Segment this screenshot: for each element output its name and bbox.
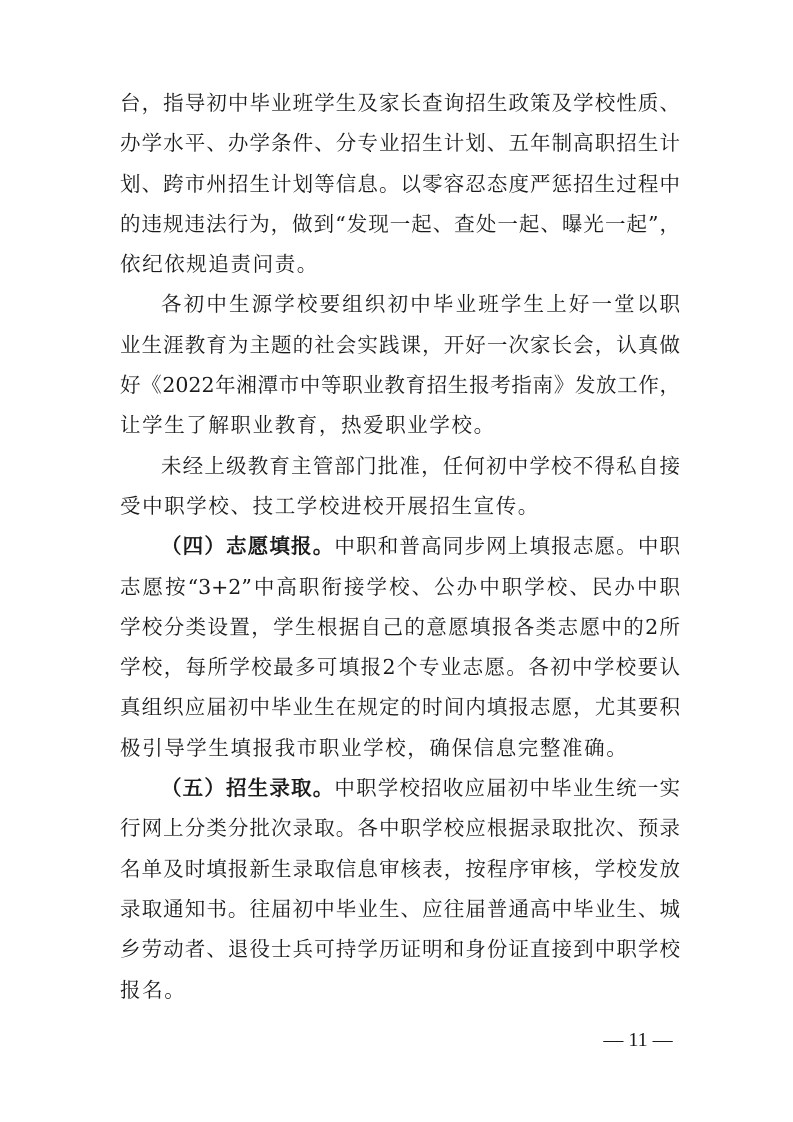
paragraph-line: 极引导学生填报我市职业学校，确保信息完整准确。: [120, 735, 629, 760]
section-five-first-line: [120, 768, 680, 808]
paragraph-line: 让学生了解职业教育，热爱职业学校。: [120, 413, 496, 438]
paragraph-text: 中职学校招收应届初中毕业生统一实: [334, 776, 681, 801]
paragraph-line: 名单及时填报新生录取信息审核表，按程序审核，学校发放: [120, 856, 680, 881]
paragraph-line: 办学水平、办学条件、分专业招生计划、五年制高职招生计: [120, 131, 680, 156]
paragraph-line: 行网上分类分批次录取。各中职学校应根据录取批次、预录: [120, 816, 680, 841]
paragraph-line: 受中职学校、技工学校进校开展招生宣传。: [120, 493, 540, 518]
document-body: [120, 83, 680, 1010]
paragraph-line: 未经上级教育主管部门批准，任何初中学校不得私自接: [161, 453, 680, 478]
section-four-first-line: [120, 526, 680, 566]
paragraph-line: 依纪依规追责问责。: [120, 252, 319, 277]
paragraph-line: 真组织应届初中毕业生在规定的时间内填报志愿，尤其要积: [120, 695, 680, 720]
paragraph-line: 台，指导初中毕业班学生及家长查询招生政策及学校性质、: [120, 91, 680, 115]
paragraph-line: 好《2022年湘潭市中等职业教育招生报考指南》发放工作，: [120, 373, 680, 398]
paragraph-line: 学校分类设置，学生根据自己的意愿填报各类志愿中的2所: [120, 614, 680, 639]
section-four-heading: （四）志愿填报。: [161, 534, 335, 559]
paragraph-line: 划、跨市州招生计划等信息。以零容忍态度严惩招生过程中: [120, 171, 680, 196]
paragraph-line: 各初中生源学校要组织初中毕业班学生上好一堂以职: [161, 292, 680, 317]
paragraph-line: 志愿按“3+2”中高职衔接学校、公办中职学校、民办中职: [120, 574, 680, 599]
paragraph-line: 录取通知书。往届初中毕业生、应往届普通高中毕业生、城: [120, 896, 680, 921]
paragraph-text: 中职和普高同步网上填报志愿。中职: [334, 534, 681, 559]
paragraph-line: 学校，每所学校最多可填报2个专业志愿。各初中学校要认: [120, 655, 680, 680]
paragraph-line: 的违规违法行为，做到“发现一起、查处一起、曝光一起”，: [120, 211, 680, 236]
paragraph-line: 乡劳动者、退役士兵可持学历证明和身份证直接到中职学校: [120, 937, 680, 962]
paragraph-line: 业生涯教育为主题的社会实践课，开好一次家长会，认真做: [120, 332, 680, 357]
page-number: — 11 —: [603, 1029, 673, 1051]
paragraph-line: 报名。: [120, 977, 187, 1002]
section-five-heading: （五）招生录取。: [161, 776, 335, 801]
